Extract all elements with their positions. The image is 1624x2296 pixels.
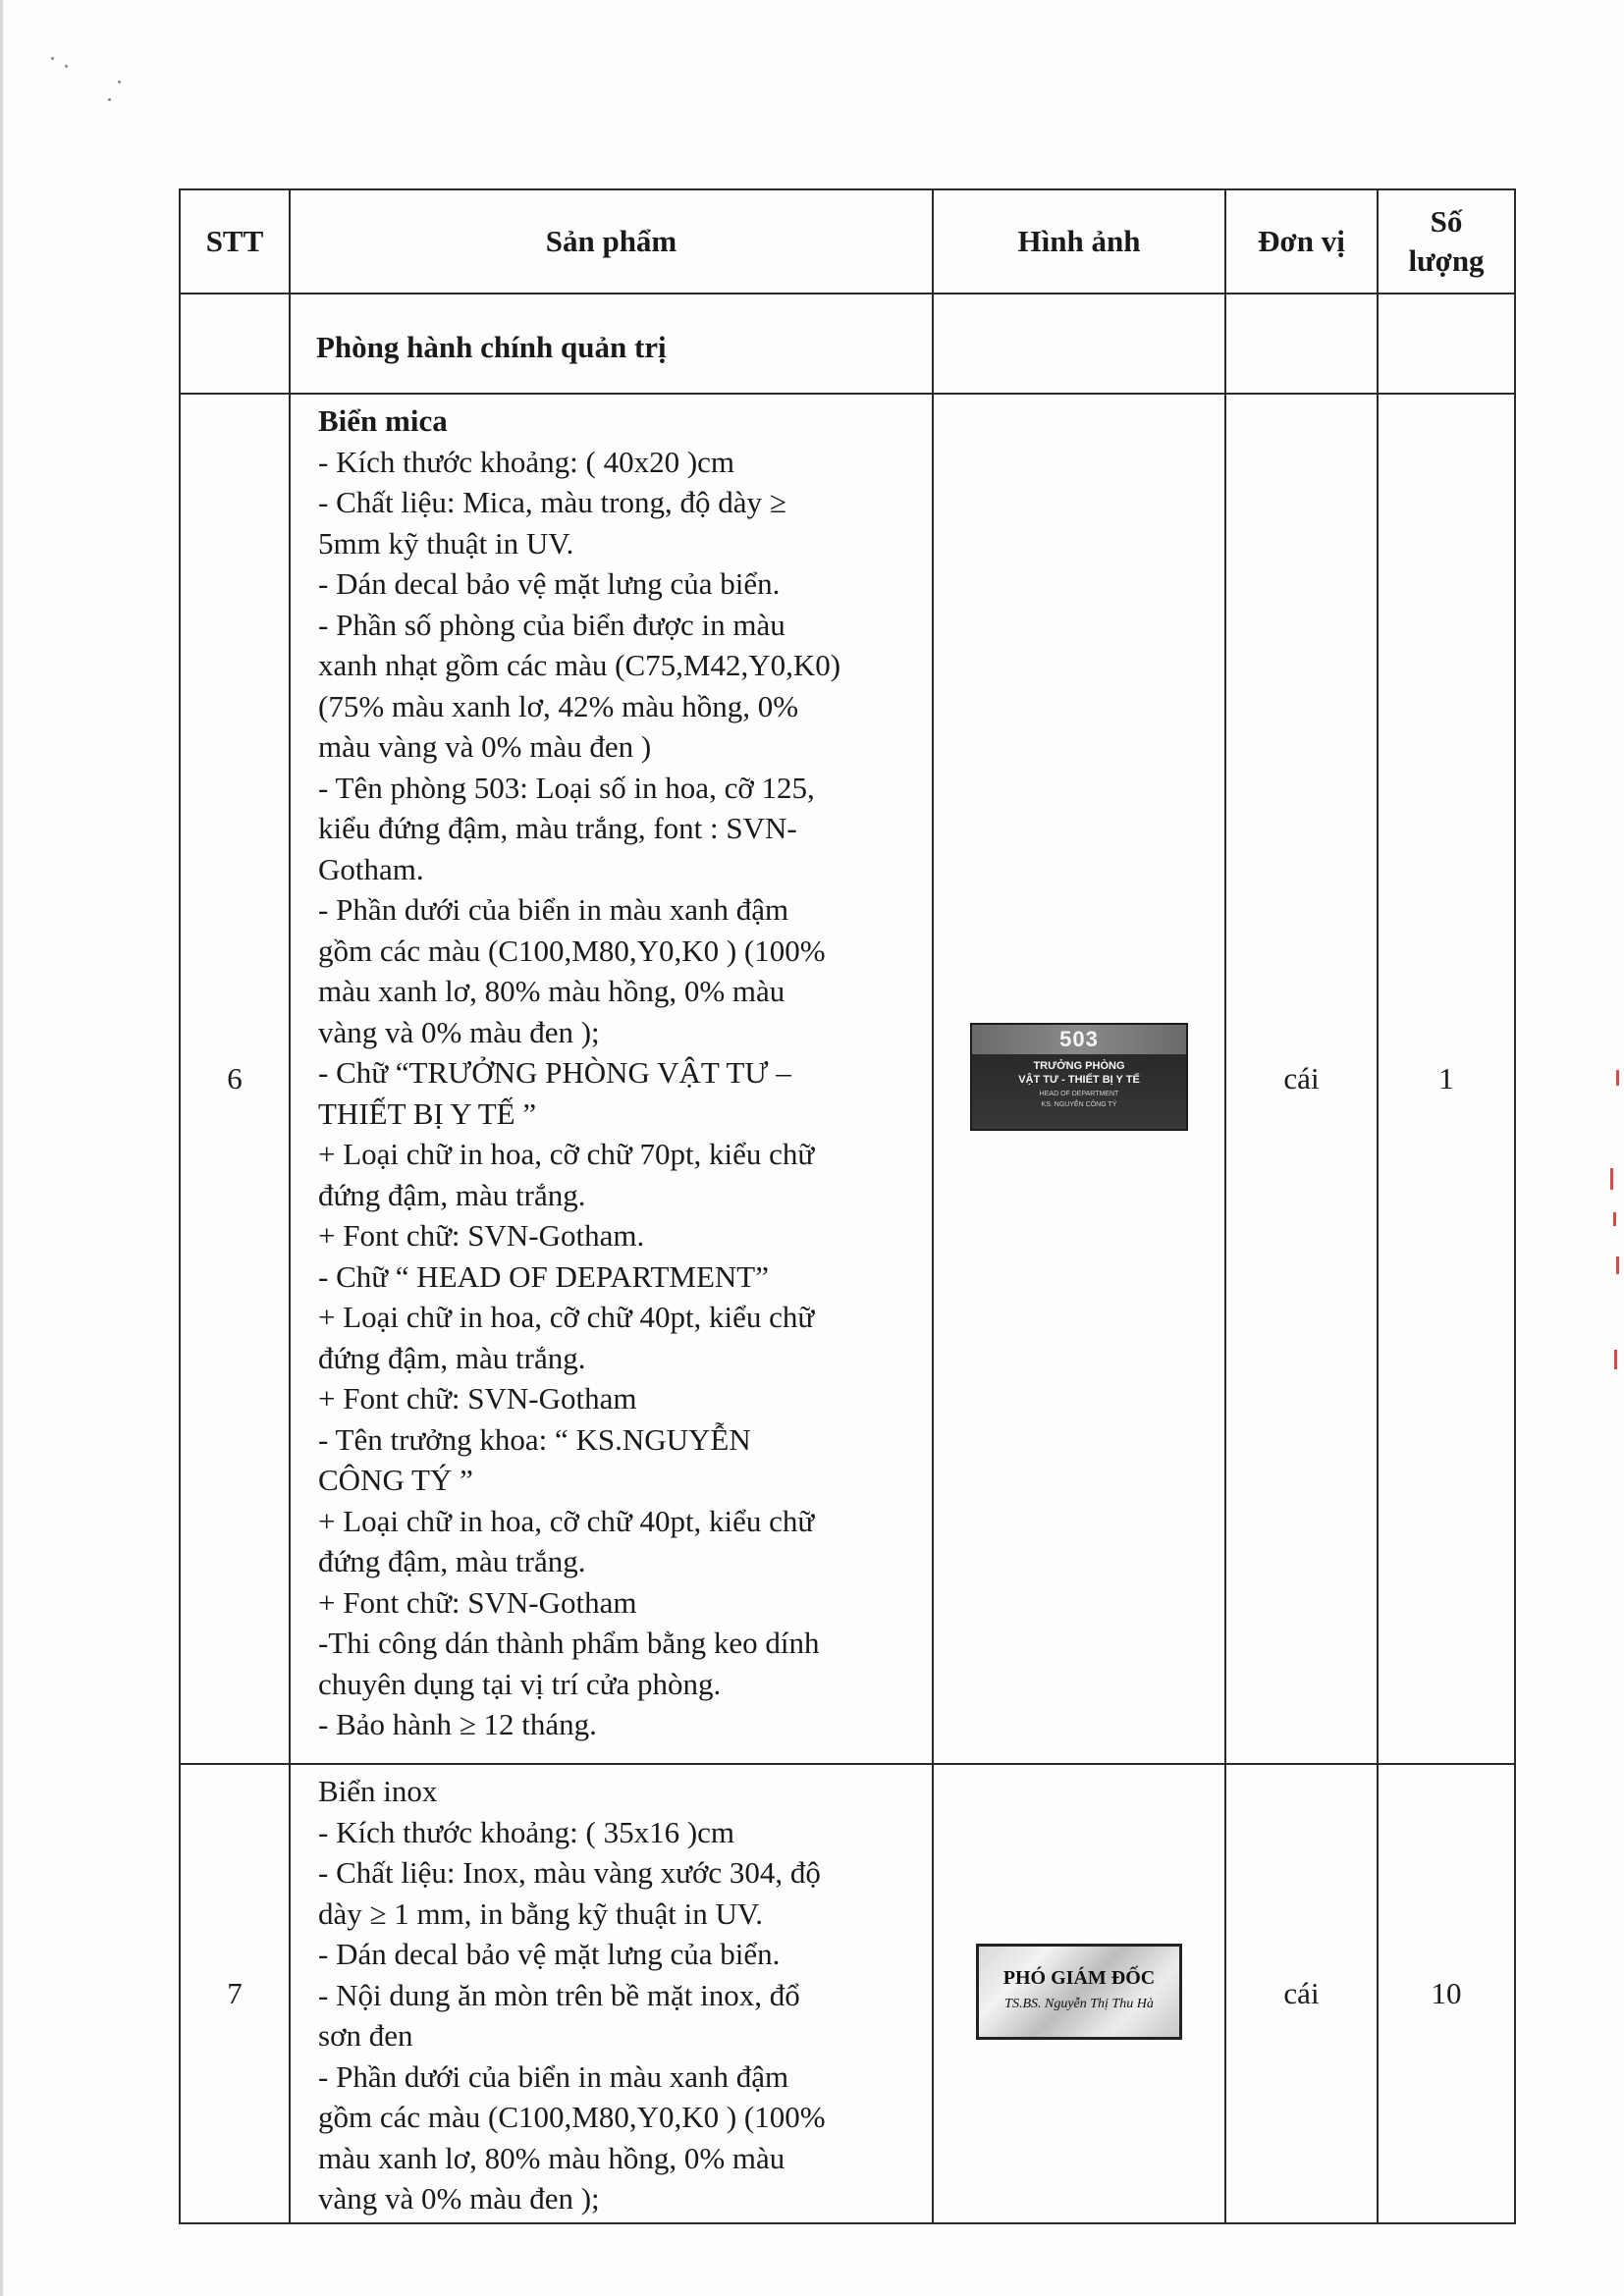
row-image: [933, 394, 1225, 1764]
section-unit-cell: [1225, 294, 1378, 394]
header-stt: STT: [180, 189, 290, 294]
table-row: [180, 1764, 1515, 2223]
section-image-cell: [933, 294, 1225, 394]
product-title: Biển inox: [318, 1774, 438, 1808]
row-product: [290, 1764, 933, 2223]
scan-red-mark: [1616, 1256, 1619, 1274]
table-header-row: [180, 189, 1515, 294]
scan-left-edge: [0, 0, 3, 2296]
mica-sign-line2: VẬT TƯ - THIẾT BỊ Y TẾ: [1018, 1073, 1140, 1086]
header-image: Hình ảnh: [933, 189, 1225, 294]
header-quantity-line1: Số: [1430, 204, 1463, 239]
mica-sign-image: [970, 1023, 1188, 1131]
inox-plate-title: PHÓ GIÁM ĐỐC: [1002, 1966, 1156, 1989]
mica-sign-line3: HEAD OF DEPARTMENT: [1039, 1090, 1119, 1097]
section-qty-cell: [1378, 294, 1515, 394]
mica-sign-line4: KS. NGUYỄN CÔNG TÝ: [1041, 1100, 1117, 1108]
product-title: Biển mica: [318, 403, 448, 438]
row-unit: cái: [1225, 394, 1378, 1764]
row-stt: 6: [180, 394, 290, 1764]
scan-red-mark: [1613, 1212, 1616, 1226]
section-stt-cell: [180, 294, 290, 394]
header-quantity: [1378, 189, 1515, 294]
mica-sign-line1: TRƯỞNG PHÒNG: [1033, 1059, 1125, 1072]
product-table: [179, 188, 1516, 2224]
table-row: [180, 394, 1515, 1764]
scan-speck: [118, 80, 121, 83]
inox-plate-subtitle: TS.BS. Nguyễn Thị Thu Hà: [1004, 1996, 1154, 2011]
product-description: - Kích thước khoảng: ( 40x20 )cm - Chất liệu: Mica, màu trong, độ dày ≥ 5mm kỹ thuật in UV. - Dán decal bảo vệ mặt lưng của biển. - Phần số phòng của biển được in màu xanh nhạt gồm các màu (C75,M42,Y0,K0) (75% màu xanh lơ, 42% màu hồng, 0% màu vàng và 0% màu đen ) - Tên phòng 503: Loại số in hoa, cỡ 125, kiểu đứng đậm, màu trắng, font : SVN- Gotham. - Phần dưới của biển in màu xanh đậm gồm các màu (C100,M80,Y0,K0 ) (100% màu xanh lơ, 80% màu hồng, 0% màu vàng và 0% màu đen ); - Chữ “TRƯỞNG PHÒNG VẬT TƯ – THIẾT BỊ Y TẾ ” + Loại chữ in hoa, cỡ chữ 70pt, kiểu chữ đứng đậm, màu trắng. + Font chữ: SVN-Gotham. - Chữ “ HEAD OF DEPARTMENT” + Loại chữ in hoa, cỡ chữ 40pt, kiểu chữ đứng đậm, màu trắng. + Font chữ: SVN-Gotham - Tên trưởng khoa: “ KS.NGUYỄN CÔNG TÝ ” + Loại chữ in hoa, cỡ chữ 40pt, kiểu chữ đứng đậm, màu trắng. + Font chữ: SVN-Gotham -Thi công dán thành phẩm bằng keo dính chuyên dụng tại vị trí cửa phòng. - Bảo hành ≥ 12 tháng.: [318, 444, 841, 1741]
row-image: [933, 1764, 1225, 2223]
scan-red-mark: [1614, 1350, 1617, 1369]
row-unit: cái: [1225, 1764, 1378, 2223]
header-quantity-line2: lượng: [1408, 243, 1485, 278]
section-title-cell: [290, 294, 933, 394]
scan-speck: [65, 65, 68, 68]
scan-red-mark: [1616, 1070, 1619, 1086]
product-description: - Kích thước khoảng: ( 35x16 )cm - Chất liệu: Inox, màu vàng xước 304, độ dày ≥ 1 mm, in bằng kỹ thuật in UV. - Dán decal bảo vệ mặt lưng của biển. - Nội dung ăn mòn trên bề mặt inox, đổ sơn đen - Phần dưới của biển in màu xanh đậm gồm các màu (C100,M80,Y0,K0 ) (100% màu xanh lơ, 80% màu hồng, 0% màu vàng và 0% màu đen );: [318, 1814, 826, 2216]
scan-speck: [108, 98, 111, 101]
section-row: [180, 294, 1515, 394]
mica-sign-number: 503: [972, 1025, 1186, 1054]
scan-red-mark: [1610, 1168, 1613, 1190]
row-stt: 7: [180, 1764, 290, 2223]
scan-speck: [51, 57, 54, 60]
header-unit: Đơn vị: [1225, 189, 1378, 294]
row-product: [290, 394, 933, 1764]
inox-plate-image: [976, 1944, 1182, 2040]
section-title: Phòng hành chính quản trị: [316, 330, 667, 364]
row-quantity: 1: [1378, 394, 1515, 1764]
header-product: Sản phẩm: [290, 189, 933, 294]
row-quantity: 10: [1378, 1764, 1515, 2223]
